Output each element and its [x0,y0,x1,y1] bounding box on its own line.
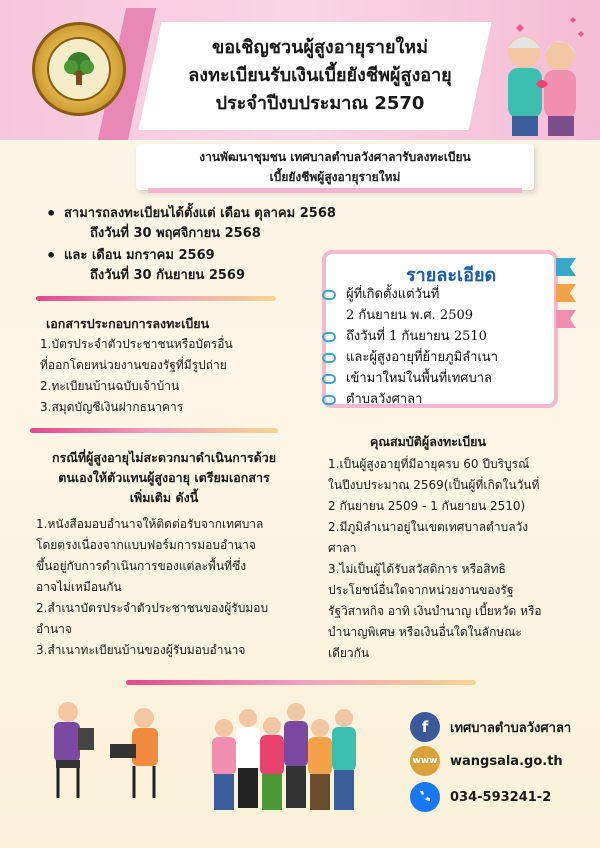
qualifications-title: คุณสมบัติผู้ลงทะเบียน [370,434,486,449]
qualification-item: 2 กันยายน 2509 - 1 กันยายน 2510) [328,499,526,513]
title-line: ลงทะเบียนรับเงินเบี้ยยังชีพผู้สูงอายุ [188,65,452,86]
qualification-item: 1.เป็นผู้สูงอายุที่มีอายุครบ 60 ปีบริบูรณ์ [328,457,530,471]
qualification-item: 2.มีภูมิลำเนาอยู่ในเขตเทศบาลตำบลวัง [328,520,529,534]
period-item [46,204,386,244]
qualifications-list [328,454,590,664]
period-text: สามารถลงทะเบียนได้ตั้งแต่ เดือน ตุลาคม 2568 [64,206,336,221]
divider [36,296,276,301]
title-line: ขอเชิญชวนผู้สูงอายุรายใหม่ [211,37,429,58]
card-tab [556,310,576,328]
globe-icon: www [410,746,440,776]
document-item: 2.ทะเบียนบ้านฉบับเจ้าบ้าน [40,379,180,393]
proxy-title-line: เพิ่มเติม ดังนี้ [129,490,199,505]
document-item: ที่ออกโดยหน่วยงานของรัฐที่มีรูปถ่าย [40,358,227,372]
qualification-item: รัฐวิสาหกิจ อาทิ เงินบำนาญ เบี้ยหวัด หรือ [328,604,542,618]
facebook-icon: f [410,712,440,742]
detail-line: และผู้สูงอายุที่ย้ายภูมิลำเนา [340,347,498,368]
website-contact[interactable] [410,746,563,776]
page-title [170,34,470,118]
detail-line: 2 กันยายน พ.ศ. 2509 [346,308,474,323]
proxy-item: อำนาจ [36,622,72,636]
divider [126,680,476,685]
facebook-contact[interactable] [410,712,571,742]
details-lines [340,284,498,410]
phone-contact[interactable] [410,782,551,812]
phone-number: 034-593241-2 [450,789,552,805]
detail-line: ตำบลวังศาลา [340,389,498,410]
elderly-group-illustration [40,688,390,838]
card-tab [556,284,576,302]
organizer-line: เบี้ยยังชีพผู้สูงอายุรายใหม่ [269,170,401,184]
phone-icon [410,782,440,812]
period-text: ถึงวันที่ 30 กันยายน 2569 [90,268,246,283]
website-url: wangsala.go.th [450,753,563,769]
detail-line: ผู้ที่เกิดตั้งแต่วันที่ [340,284,498,305]
qualification-item: ศาลา [328,541,357,555]
qualification-item: บำนาญพิเศษ หรือเงินอื่นใดในลักษณะ [328,625,522,639]
proxy-item: 1.หนังสือมอบอำนาจให้ติดต่อรับจากเทศบาล [36,517,264,531]
proxy-title [34,448,294,508]
organizer-accent [148,188,522,193]
proxy-item: อาจไม่เหมือนกัน [36,580,122,594]
proxy-item: 2.สำเนาบัตรประจำตัวประชาชนของผู้รับมอบ [36,601,269,615]
proxy-title-line: กรณีที่ผู้สูงอายุไม่สะดวกมาดำเนินการด้วย [51,450,277,465]
proxy-item: ขึ้นอยู่กับการดำเนินการของแต่ละพื้นที่ซึ่ง [36,559,247,573]
period-text: ถึงวันที่ 30 พฤศจิกายน 2568 [90,226,261,241]
proxy-item: 3.สำเนาทะเบียนบ้านของผู้รับมอบอำนาจ [36,643,246,657]
proxy-title-line: ตนเองให้ตัวแทนผู้สูงอายุ เตรียมเอกสาร [58,470,270,485]
qualification-item: เดียวกัน [328,646,370,660]
proxy-item: โดยตรงเนื่องจากแบบฟอร์มการมอบอำนาจ [36,538,256,552]
elderly-couple-illustration [486,12,596,136]
card-tab [556,258,576,276]
qualification-item: 3.ไม่เป็นผู้ได้รับสวัสดิการ หรือสิทธิ [328,562,506,576]
organizer-box [136,144,534,190]
organizer-line: งานพัฒนาชุมชน เทศบาลตำบลวังศาลารับลงทะเบียน [199,150,471,164]
documents-list [40,334,310,418]
municipality-logo [32,22,126,116]
documents-title: เอกสารประกอบการลงทะเบียน [46,316,210,331]
facebook-page-name: เทศบาลตำบลวังศาลา [450,720,572,736]
tree-icon [59,49,99,89]
qualification-item: ประโยชน์อื่นใดจากหน่วยงานของรัฐ [328,583,514,597]
title-line: ประจำปีงบประมาณ 2570 [215,93,425,114]
detail-line: ถึงวันที่ 1 กันยายน 2510 [340,326,498,347]
document-item: 3.สมุดบัญชีเงินฝากธนาคาร [40,400,184,414]
detail-line: เข้ามาใหม่ในพื้นที่เทศบาล [340,368,498,389]
period-text: และ เดือน มกราคม 2569 [64,248,215,263]
divider [30,428,278,433]
qualification-item: ในปีงบประมาณ 2569(เป็นผู้ที่เกิดในวันที่ [328,478,540,492]
details-card [322,250,558,408]
details-title: รายละเอียด [406,265,497,286]
document-item: 1.บัตรประจำตัวประชาชนหรือบัตรอื่น [40,337,233,351]
proxy-list [36,514,320,661]
